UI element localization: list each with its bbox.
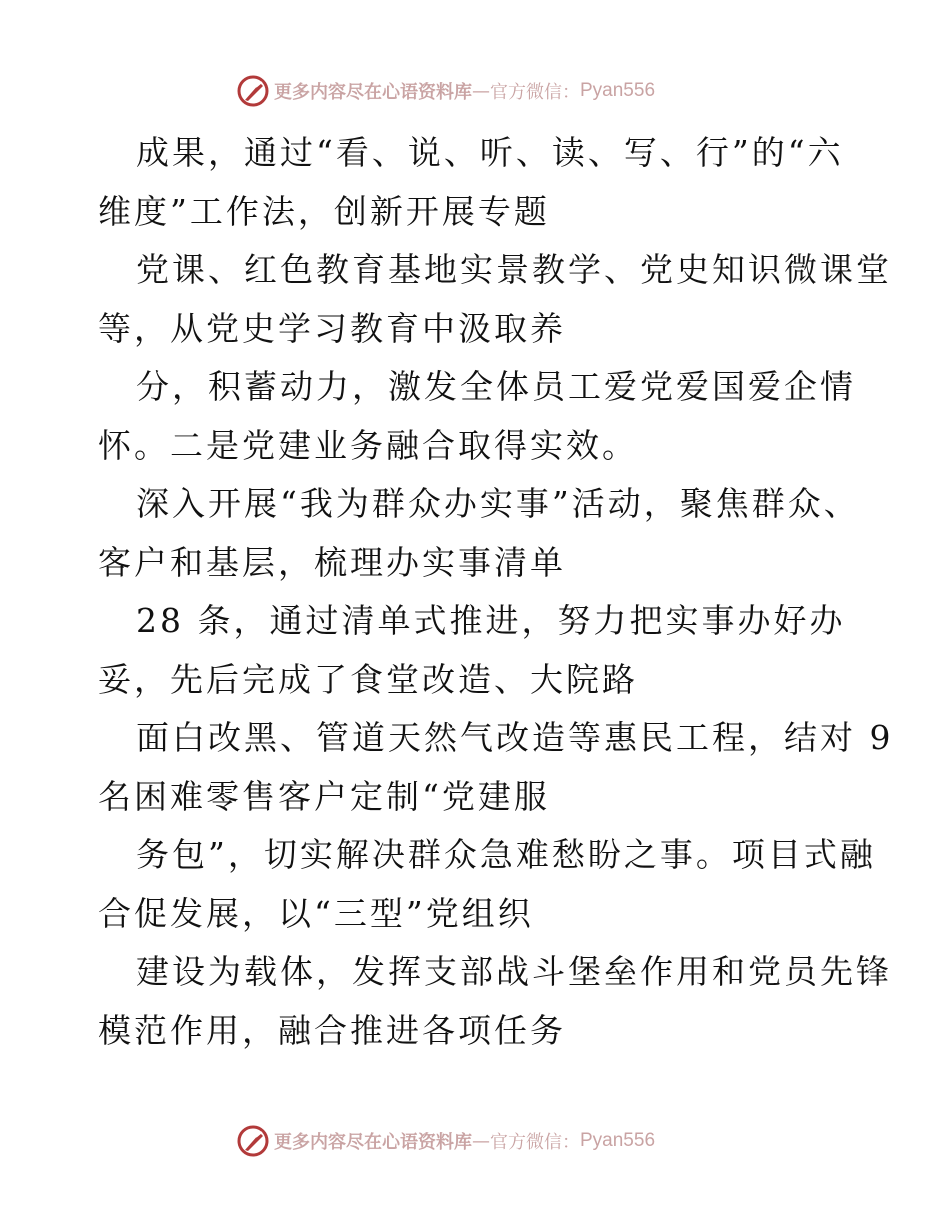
header-watermark: [236, 74, 655, 108]
watermark-wechat-id: Pyan556: [580, 1130, 656, 1151]
paragraph-line: 名困难零售客户定制“党建服: [98, 776, 550, 816]
watermark-title: 更多内容尽在心语资料库: [274, 82, 472, 103]
paragraph-line: 分，积蓄动力，激发全体员工爱党爱国爱企情: [136, 367, 856, 406]
paragraph-line: 合促发展，以“三型”党组织: [98, 893, 534, 933]
paragraph-line: 建设为载体，发挥支部战斗堡垒作用和党员先锋: [136, 952, 892, 991]
paragraph-line: 深入开展“我为群众办实事”活动，聚焦群众、: [136, 484, 860, 523]
watermark-label: 官方微信：: [490, 1132, 580, 1153]
paragraph-line: 成果，通过“看、说、听、读、写、行”的“六: [136, 133, 844, 172]
paragraph-line: 务包”，切实解决群众急难愁盼之事。项目式融: [136, 835, 876, 874]
paragraph-line: 等，从党史学习教育中汲取养: [98, 308, 566, 348]
document-body: [98, 124, 894, 1060]
watermark-dash: —: [472, 1130, 490, 1152]
quill-pen-icon: [236, 1124, 270, 1158]
paragraph-line: 怀。二是党建业务融合取得实效。: [98, 425, 638, 465]
paragraph-line: 妥，先后完成了食堂改造、大院路: [98, 659, 638, 699]
watermark-label: 官方微信：: [490, 82, 580, 103]
watermark-dash: —: [472, 80, 490, 102]
paragraph-line: 面白改黑、管道天然气改造等惠民工程，结对 9: [136, 718, 894, 757]
quill-pen-icon: [236, 74, 270, 108]
watermark-wechat-id: Pyan556: [580, 80, 656, 101]
paragraph-line: 28 条，通过清单式推进，努力把实事办好办: [136, 601, 846, 640]
watermark-title: 更多内容尽在心语资料库: [274, 1132, 472, 1153]
paragraph-line: 维度”工作法，创新开展专题: [98, 191, 550, 231]
paragraph-line: 客户和基层，梳理办实事清单: [98, 542, 566, 582]
paragraph-line: 模范作用，融合推进各项任务: [98, 1010, 566, 1050]
paragraph-line: 党课、红色教育基地实景教学、党史知识微课堂: [136, 250, 892, 289]
footer-watermark: [236, 1124, 655, 1158]
